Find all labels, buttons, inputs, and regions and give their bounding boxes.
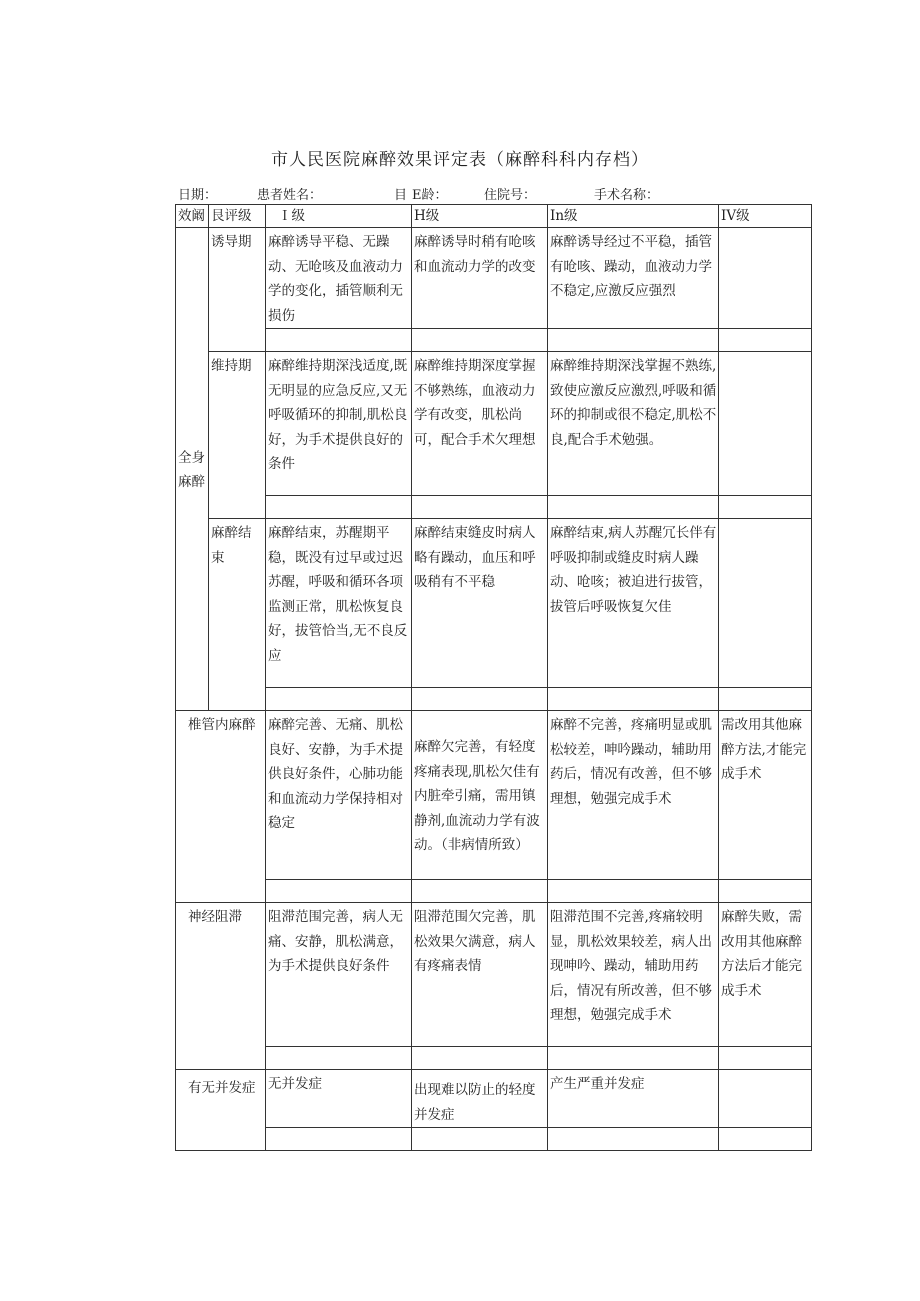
nerve-block-label: 神经阻滞 (176, 903, 266, 1070)
complication-label: 有无并发症 (176, 1070, 266, 1151)
header-grade-3: In级 (548, 205, 719, 228)
table-row-spacer (176, 880, 812, 903)
patient-name-label: 患者姓名： (257, 188, 323, 203)
induction-label: 诱导期 (209, 228, 266, 352)
table-row-ending (176, 519, 812, 688)
header-rating-cell: 艮评级 (209, 205, 266, 228)
header-grade-4: IV级 (719, 205, 812, 228)
page-title: 市人民医院麻醉效果评定表（麻醉科科内存档） (271, 150, 649, 170)
ending-grade-3: 麻醉结束,病人苏醒冗长伴有呼吸抑制或缝皮时病人躁动、呛咳；被迫进行拔管，拔管后呼吸恢复欠佳 (548, 519, 719, 688)
table-row-spacer (176, 329, 812, 352)
nerve-block-grade-2: 阻滞范围欠完善，肌松效果欠满意，病人有疼痛表情 (412, 903, 548, 1047)
age-label: E龄： (412, 188, 448, 203)
spinal-grade-1: 麻醉完善、无痛、肌松良好、安静，为手术提供良好条件，心肺功能和血流动力学保持相对稳定 (266, 711, 412, 880)
maintenance-grade-1: 麻醉维持期深浅适度,既无明显的应急反应,又无呼吸循环的抑制,肌松良好，为手术提供良好的条件 (266, 352, 412, 496)
table-row-complication (176, 1070, 812, 1128)
table-row-nerve-block (176, 903, 812, 1047)
table-header-row (176, 205, 812, 228)
table-row-spacer (176, 688, 812, 711)
spinal-grade-2: 麻醉欠完善，有轻度疼痛表现,肌松欠佳有内脏牵引痛，需用镇静剂,血流动力学有波动。（非病情所致） (412, 711, 548, 880)
maintenance-grade-4 (719, 352, 812, 496)
ending-grade-4 (719, 519, 812, 688)
spinal-anesthesia-label: 椎管内麻醉 (176, 711, 266, 903)
header-category-cell: 效阚 (176, 205, 209, 228)
table-row-induction (176, 228, 812, 329)
header-grade-2: H级 (412, 205, 548, 228)
ending-grade-1: 麻醉结束，苏醒期平稳，既没有过早或过迟苏醒，呼吸和循环各项监测正常，肌松恢复良好，拔管恰当,无不良反应 (266, 519, 412, 688)
spinal-grade-4: 需改用其他麻醉方法,才能完成手术 (719, 711, 812, 880)
table-row-spacer (176, 1128, 812, 1151)
complication-grade-3: 产生严重并发症 (548, 1070, 719, 1128)
ending-label: 麻醉结束 (209, 519, 266, 711)
general-anesthesia-label: 全身麻醉 (176, 228, 209, 711)
header-grade-1: Ｉ级 (266, 205, 412, 228)
table-row-spinal (176, 711, 812, 880)
nerve-block-grade-4: 麻醉失败，需改用其他麻醉方法后才能完成手术 (719, 903, 812, 1047)
table-row-spacer (176, 496, 812, 519)
induction-grade-2: 麻醉诱导时稍有呛咳和血流动力学的改变 (412, 228, 548, 329)
mu-label: 目 (394, 188, 408, 203)
evaluation-table (175, 204, 812, 1151)
maintenance-label: 维持期 (209, 352, 266, 519)
surgery-name-label: 手术名称： (594, 188, 660, 203)
nerve-block-grade-1: 阻滞范围完善，病人无痛、安静，肌松满意，为手术提供良好条件 (266, 903, 412, 1047)
nerve-block-grade-3: 阻滞范围不完善,疼痛较明显，肌松效果较差，病人出现呻吟、躁动，辅助用药后，情况有所改善，但不够理想，勉强完成手术 (548, 903, 719, 1047)
table-row-spacer (176, 1047, 812, 1070)
table-row-maintenance (176, 352, 812, 496)
induction-grade-3: 麻醉诱导经过不平稳，插管有呛咳、躁动，血液动力学不稳定,应激反应强烈 (548, 228, 719, 329)
admission-number-label: 住院号： (484, 188, 537, 203)
ending-grade-2: 麻醉结束缝皮时病人略有躁动，血压和呼吸稍有不平稳 (412, 519, 548, 688)
complication-grade-4 (719, 1070, 812, 1128)
complication-grade-1: 无并发症 (266, 1070, 412, 1128)
maintenance-grade-2: 麻醉维持期深度掌握不够熟练，血液动力学有改变，肌松尚可，配合手术欠理想 (412, 352, 548, 496)
complication-grade-2: 出现难以防止的轻度并发症 (412, 1070, 548, 1128)
induction-grade-1: 麻醉诱导平稳、无躁动、无呛咳及血液动力学的变化，插管顺利无损伤 (266, 228, 412, 329)
induction-grade-4 (719, 228, 812, 329)
maintenance-grade-3: 麻醉维持期深浅掌握不熟练,致使应激反应激烈,呼吸和循环的抑制或很不稳定,肌松不良,配合手术勉强。 (548, 352, 719, 496)
date-label: 日期： (178, 188, 218, 203)
spinal-grade-3: 麻醉不完善，疼痛明显或肌松较差，呻吟躁动，辅助用药后，情况有改善，但不够理想，勉强完成手术 (548, 711, 719, 880)
